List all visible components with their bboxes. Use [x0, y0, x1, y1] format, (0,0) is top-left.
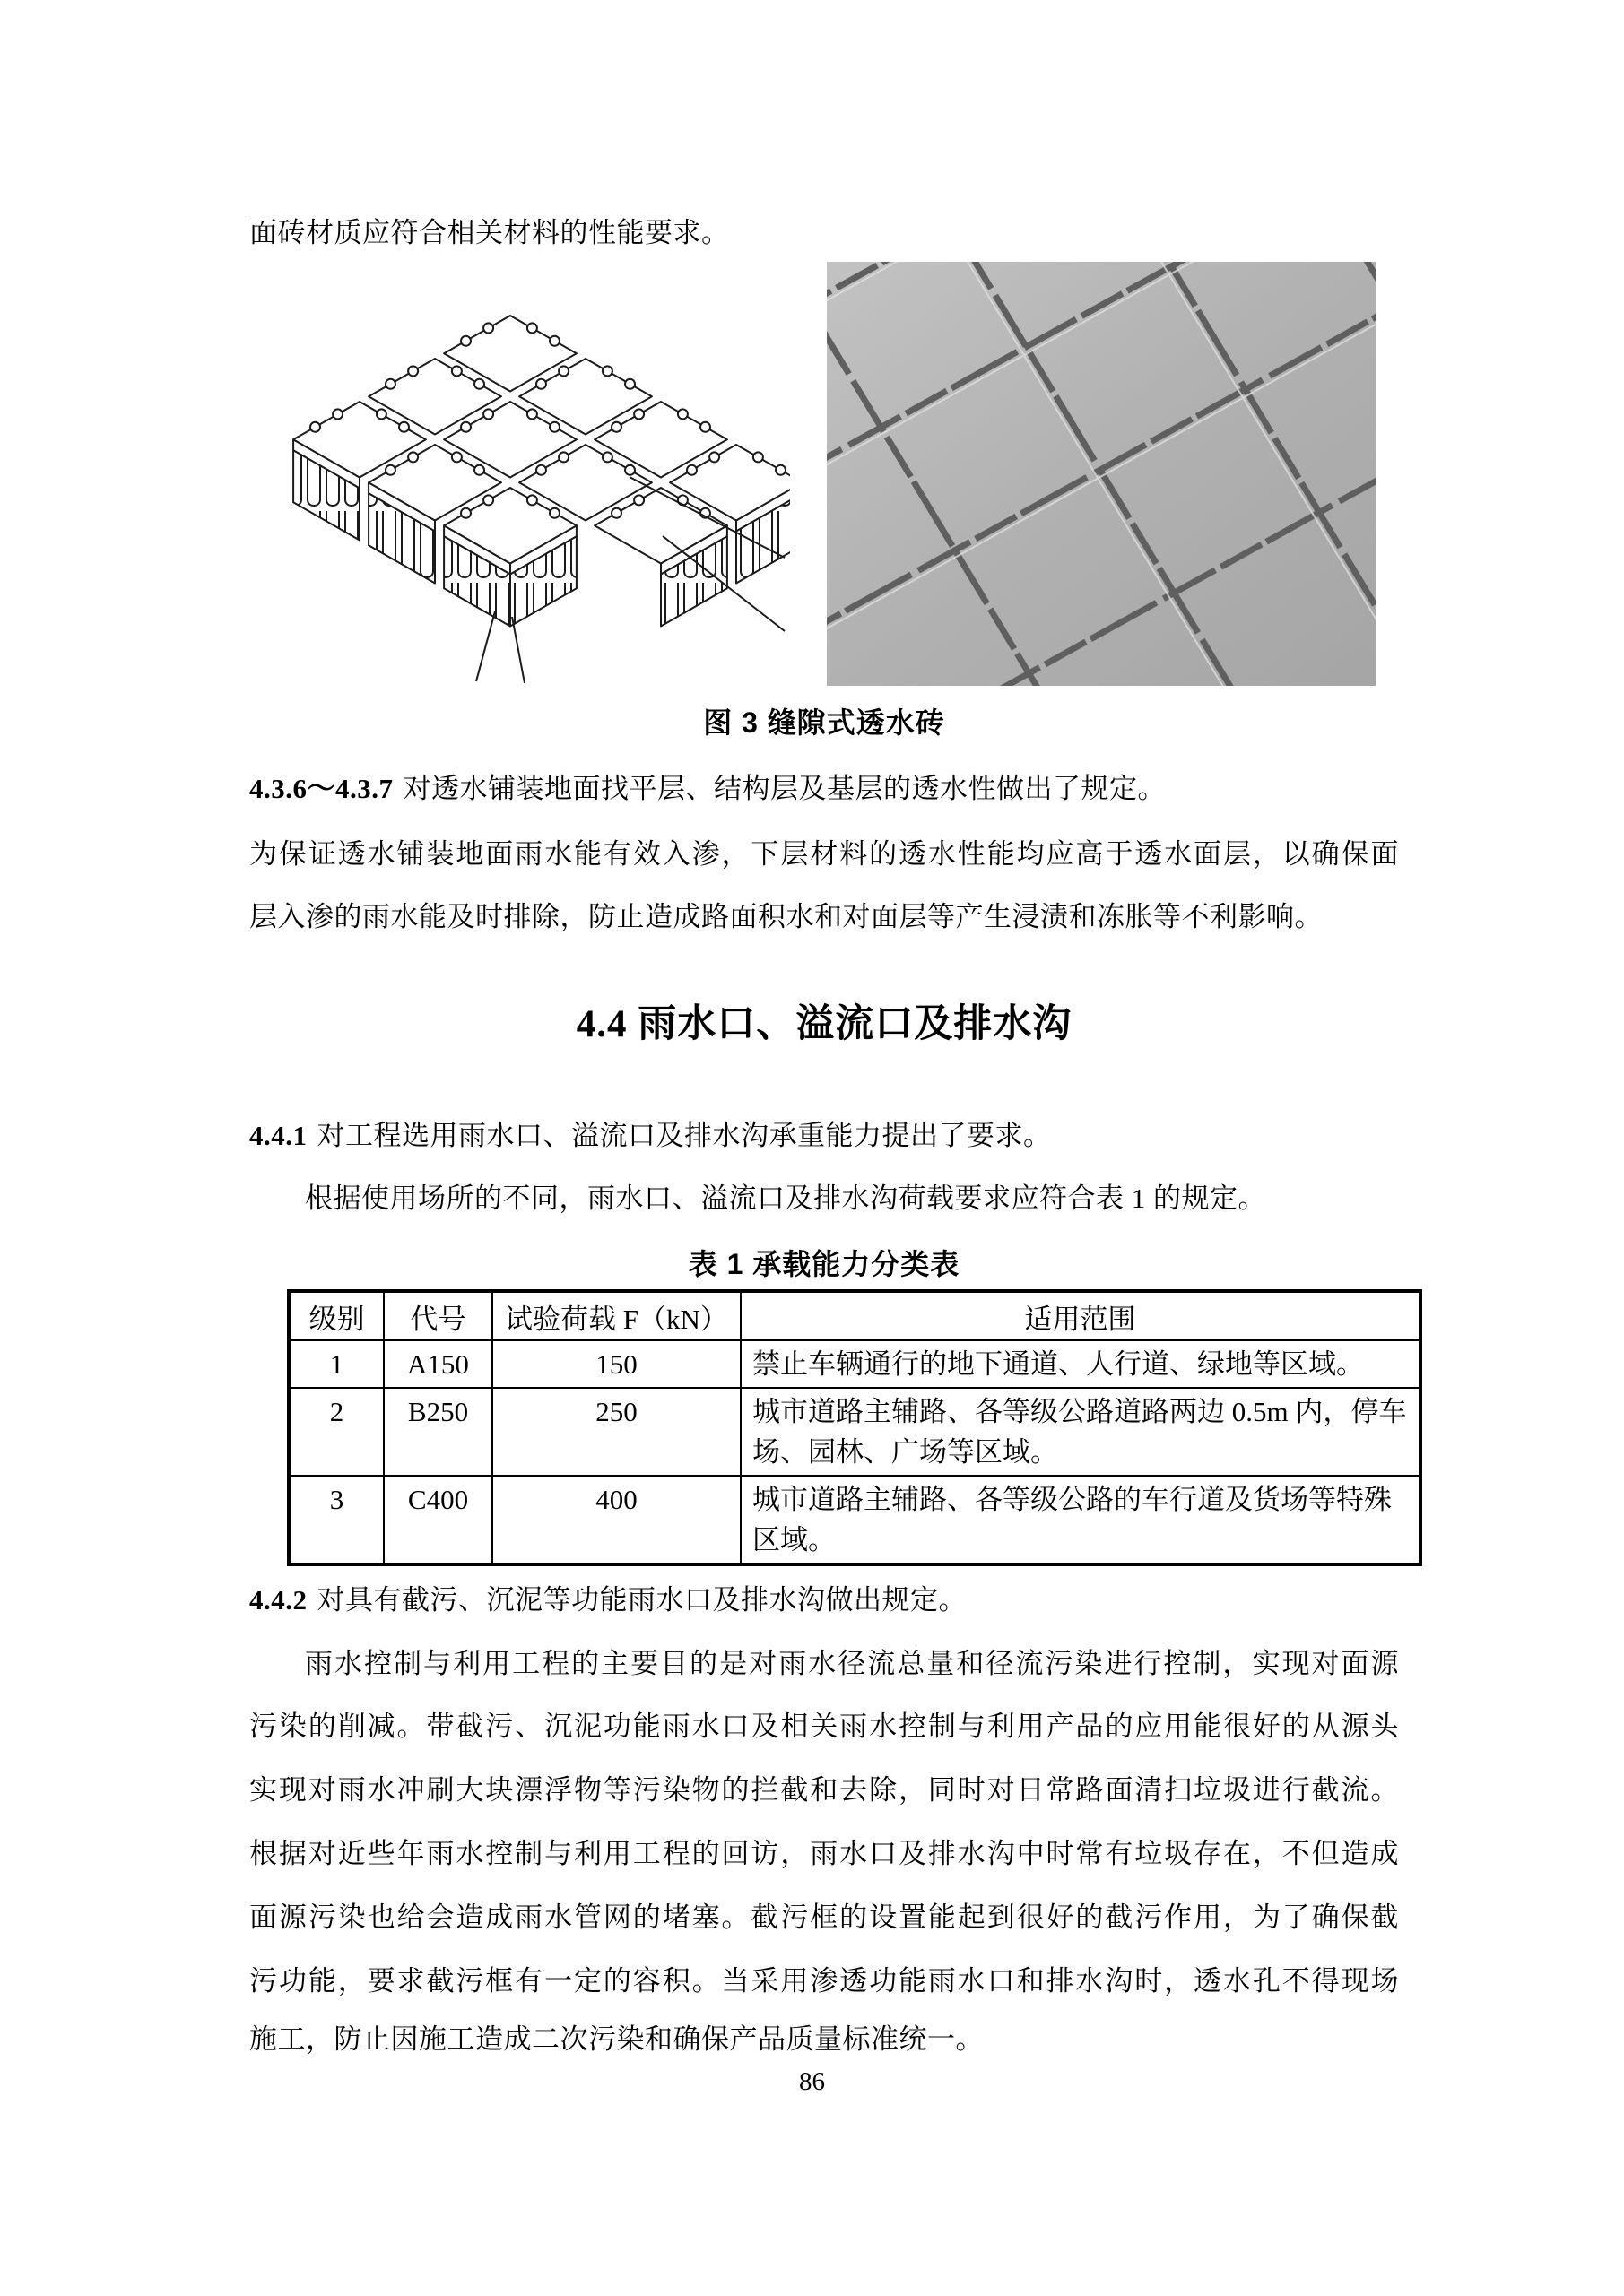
intro-line: 面砖材质应符合相关材料的性能要求。 [249, 217, 730, 248]
clause-4-4-1-text: 对工程选用雨水口、溢流口及排水沟承重能力提出了要求。 [317, 1120, 1052, 1151]
seepage-paragraph-line-2: 层入渗的雨水能及时排除，防止造成路面积水和对面层等产生浸渍和冻胀等不利影响。 [249, 901, 1323, 932]
clause-4-3-6-label: 4.3.6～4.3.7 [249, 773, 394, 804]
clause-4-4-2-line [249, 1582, 1399, 1618]
discussion-line-4: 根据对近些年雨水控制与利用工程的回访，雨水口及排水沟中时常有垃圾存在，不但造成 [249, 1838, 1399, 1869]
table-row [289, 1340, 1420, 1388]
table-header-level: 级别 [289, 1291, 384, 1340]
clause-4-3-6-text: 对透水铺装地面找平层、结构层及基层的透水性做出了规定。 [403, 773, 1166, 804]
clause-4-4-2-label: 4.4.2 [249, 1584, 308, 1616]
clause-4-4-1-note: 根据使用场所的不同，雨水口、溢流口及排水沟荷载要求应符合表 1 的规定。 [305, 1183, 1266, 1214]
cell-code: C400 [384, 1476, 492, 1564]
cell-scope: 禁止车辆通行的地下通道、人行道、绿地等区域。 [741, 1340, 1420, 1388]
discussion-line-3: 实现对雨水冲刷大块漂浮物等污染物的拦截和去除，同时对日常路面清扫垃圾进行截流。 [249, 1774, 1399, 1806]
cell-scope: 城市道路主辅路、各等级公路道路两边 0.5m 内，停车场、园林、广场等区域。 [741, 1388, 1420, 1476]
discussion-line-2: 污染的削减。带截污、沉泥功能雨水口及相关雨水控制与利用产品的应用能很好的从源头 [249, 1711, 1399, 1742]
cell-load: 150 [492, 1340, 741, 1388]
table-header-row [289, 1291, 1420, 1340]
clause-4-4-1-label: 4.4.1 [249, 1120, 308, 1151]
load-capacity-table [287, 1289, 1422, 1566]
table-row [289, 1388, 1420, 1476]
clause-4-4-2-text: 对具有截污、沉泥等功能雨水口及排水沟做出规定。 [317, 1584, 967, 1616]
cell-code: B250 [384, 1388, 492, 1476]
table1-title: 表 1 承载能力分类表 [688, 1248, 960, 1280]
figure3-line-drawing [286, 296, 790, 686]
page-number: 86 [799, 2067, 825, 2096]
seepage-paragraph-line-1: 为保证透水铺装地面雨水能有效入渗，下层材料的透水性能均应高于透水面层，以确保面 [249, 838, 1399, 870]
table-header-load: 试验荷载 F（kN） [492, 1291, 741, 1340]
cell-load: 250 [492, 1388, 741, 1476]
cell-level: 1 [289, 1340, 384, 1388]
discussion-line-6: 污功能，要求截污框有一定的容积。当采用渗透功能雨水口和排水沟时，透水孔不得现场 [249, 1965, 1399, 1997]
table-header-code: 代号 [384, 1291, 492, 1340]
cell-code: A150 [384, 1340, 492, 1388]
cell-level: 3 [289, 1476, 384, 1564]
cell-load: 400 [492, 1476, 741, 1564]
clause-4-3-6-line [249, 771, 1399, 807]
cell-scope: 城市道路主辅路、各等级公路的车行道及货场等特殊区域。 [741, 1476, 1420, 1564]
figure3-photo [827, 262, 1376, 686]
discussion-line-7: 施工，防止因施工造成二次污染和确保产品质量标准统一。 [249, 2023, 984, 2055]
cell-level: 2 [289, 1388, 384, 1476]
clause-4-4-1-line [249, 1118, 1399, 1154]
table-row [289, 1476, 1420, 1564]
discussion-line-1: 雨水控制与利用工程的主要目的是对雨水径流总量和径流污染进行控制，实现对面源 [305, 1648, 1399, 1679]
figure3-caption: 图 3 缝隙式透水砖 [703, 706, 945, 739]
discussion-line-5: 面源污染也给会造成雨水管网的堵塞。截污框的设置能起到很好的截污作用，为了确保截 [249, 1902, 1399, 1933]
section-4-4-heading: 4.4 雨水口、溢流口及排水沟 [576, 1003, 1073, 1045]
table-header-scope: 适用范围 [741, 1291, 1420, 1340]
